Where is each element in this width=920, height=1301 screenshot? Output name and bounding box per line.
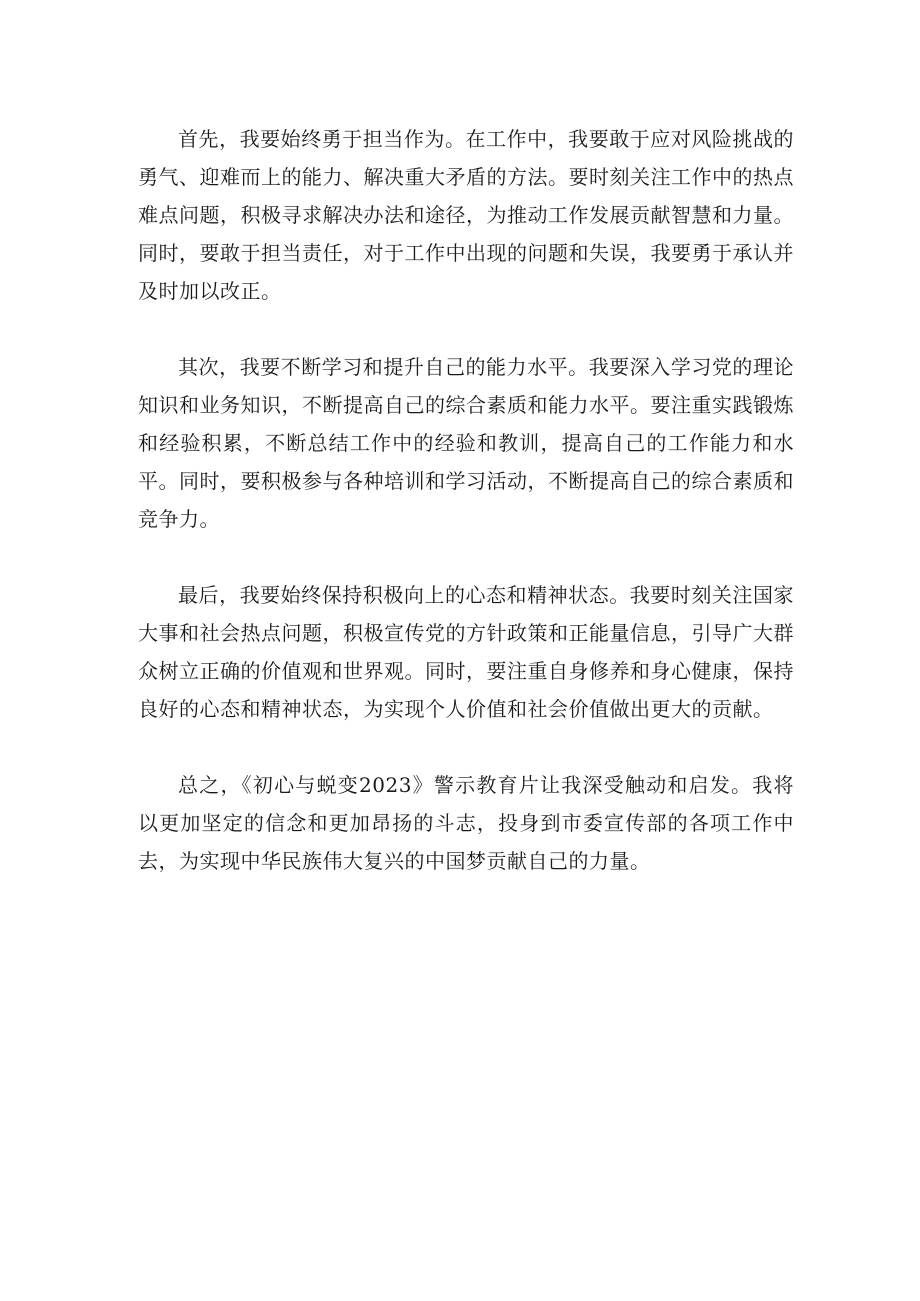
paragraph-second: 其次，我要不断学习和提升自己的能力水平。我要深入学习党的理论知识和业务知识，不断提高自己的综合素质和能力水平。要注重实践锻炼和经验积累，不断总结工作中的经验和教训，提高自己的工作能力和水平。同时，要积极参与各种培训和学习活动，不断提高自己的综合素质和竞争力。 (138, 355, 794, 531)
paragraph-conclusion: 总之，《初心与蜕变2023》警示教育片让我深受触动和启发。我将以更加坚定的信念和更加昂扬的斗志，投身到市委宣传部的各项工作中去，为实现中华民族伟大复兴的中国梦贡献自己的力量。 (138, 773, 794, 873)
paragraph-first: 首先，我要始终勇于担当作为。在工作中，我要敢于应对风险挑战的勇气、迎难而上的能力、解决重大矛盾的方法。要时刻关注工作中的热点难点问题，积极寻求解决办法和途径，为推动工作发展贡献智慧和力量。同时，要敢于担当责任，对于工作中出现的问题和失误，我要勇于承认并及时加以改正。 (138, 127, 794, 303)
document-body (138, 120, 794, 918)
paragraph-third: 最后，我要始终保持积极向上的心态和精神状态。我要时刻关注国家大事和社会热点问题，积极宣传党的方针政策和正能量信息，引导广大群众树立正确的价值观和世界观。同时，要注重自身修养和身心健康，保持良好的心态和精神状态，为实现个人价值和社会价值做出更大的贡献。 (138, 583, 794, 721)
